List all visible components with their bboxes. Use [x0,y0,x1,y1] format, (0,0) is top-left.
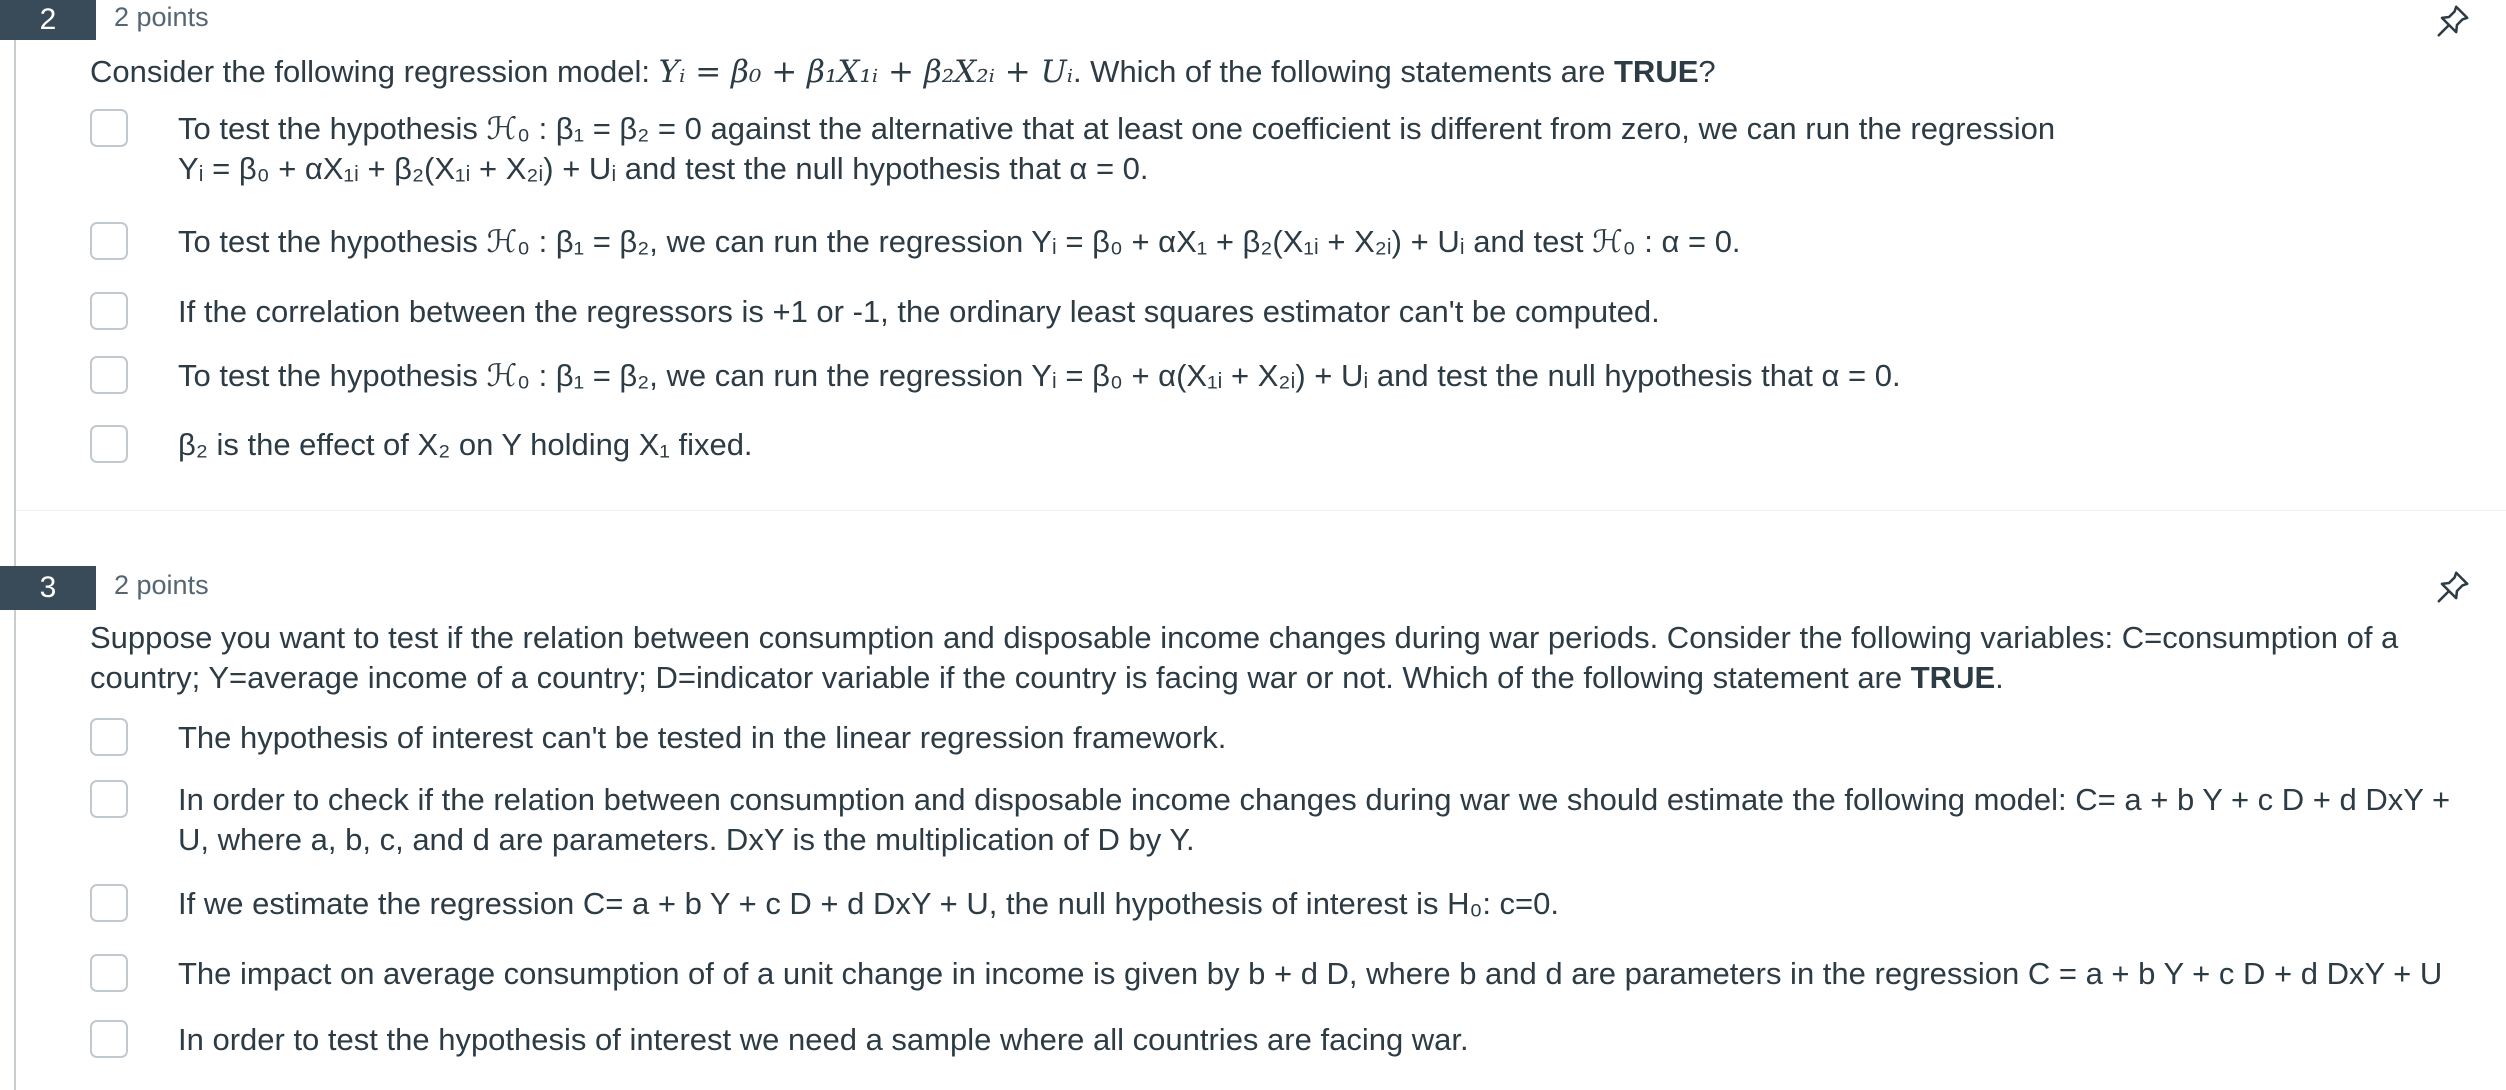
pin-icon[interactable] [2434,568,2472,606]
answer-checkbox[interactable] [90,109,128,147]
question-number: 3 [0,566,96,610]
answer-text: The impact on average consumption of of a unit change in income is given by b + d D, where b and d are parameters in the regression C = a + b Y + c D + d DxY + U [178,956,2443,991]
stem-emphasis: TRUE [1614,54,1699,89]
answer-text: In order to test the hypothesis of interest we need a sample where all countries are facing war. [178,1022,1469,1057]
stem-formula: Yᵢ = β₀ + β₁X₁ᵢ + β₂X₂ᵢ + Uᵢ [658,54,1073,90]
answer-checkbox[interactable] [90,954,128,992]
answer-checkbox[interactable] [90,425,128,463]
answer-text: To test the hypothesis ℋ₀ : β₁ = β₂, we can run the regression Yᵢ = β₀ + αX₁ + β₂(X₁ᵢ + X₂ᵢ) + Uᵢ and test ℋ₀ : α = 0. [178,224,1741,259]
answer-checkbox[interactable] [90,780,128,818]
answer-checkbox[interactable] [90,292,128,330]
question-3 [0,566,2506,1057]
answer-line: Yᵢ = β₀ + αX₁ᵢ + β₂(X₁ᵢ + X₂ᵢ) + Uᵢ and test the null hypothesis that α = 0. [178,151,1149,186]
answer-line: U, where a, b, c, and d are parameters. DxY is the multiplication of D by Y. [178,822,1195,857]
stem-text: . [1995,660,2004,695]
answer-text: If the correlation between the regressors is +1 or -1, the ordinary least squares estimator can't be computed. [178,294,1660,329]
answer-checkbox[interactable] [90,356,128,394]
answer-text: The hypothesis of interest can't be tested in the linear regression framework. [178,720,1227,755]
answer-line: In order to check if the relation between consumption and disposable income changes during war we should estimate the following model: C= a + b Y + c D + d DxY + [178,782,2451,817]
stem-emphasis: TRUE [1910,660,1996,695]
question-text [90,618,2480,698]
left-rule [14,0,16,1090]
question-header [0,0,2506,40]
question-points: 2 points [114,570,209,600]
question-text [90,52,2480,92]
answer-checkbox[interactable] [90,884,128,922]
answer-text [178,109,2468,189]
answer-text [178,780,2468,860]
answer-checkbox[interactable] [90,222,128,260]
answer-text: To test the hypothesis ℋ₀ : β₁ = β₂, we can run the regression Yᵢ = β₀ + α(X₁ᵢ + X₂ᵢ) + Uᵢ and test the null hypothesis that α = 0. [178,358,1901,393]
answer-checkbox[interactable] [90,1020,128,1058]
stem-text: Consider the following regression model: [90,54,659,89]
pin-icon[interactable] [2434,2,2472,40]
question-header [0,566,2506,606]
stem-text: ? [1698,54,1716,89]
stem-line [90,658,2480,698]
answer-text: If we estimate the regression C= a + b Y + c D + d DxY + U, the null hypothesis of interest is H₀: c=0. [178,886,1560,921]
answer-line: To test the hypothesis ℋ₀ : β₁ = β₂ = 0 against the alternative that at least one coefficient is different from zero, we can run the regression [178,111,2056,146]
stem-text: . Which of the following statements are [1072,54,1614,89]
stem-text: country; Y=average income of a country; D=indicator variable if the country is facing war or not. Which of the following statement are [90,660,1911,695]
stem-line: Suppose you want to test if the relation between consumption and disposable income changes during war periods. Consider the following variables: C=consumption of a [90,620,2399,655]
answer-text: β₂ is the effect of X₂ on Y holding X₁ fixed. [178,427,753,462]
question-points: 2 points [114,2,209,32]
question-number: 2 [0,0,96,40]
answer-checkbox[interactable] [90,718,128,756]
question-divider [16,510,2506,511]
question-2 [0,0,2506,462]
